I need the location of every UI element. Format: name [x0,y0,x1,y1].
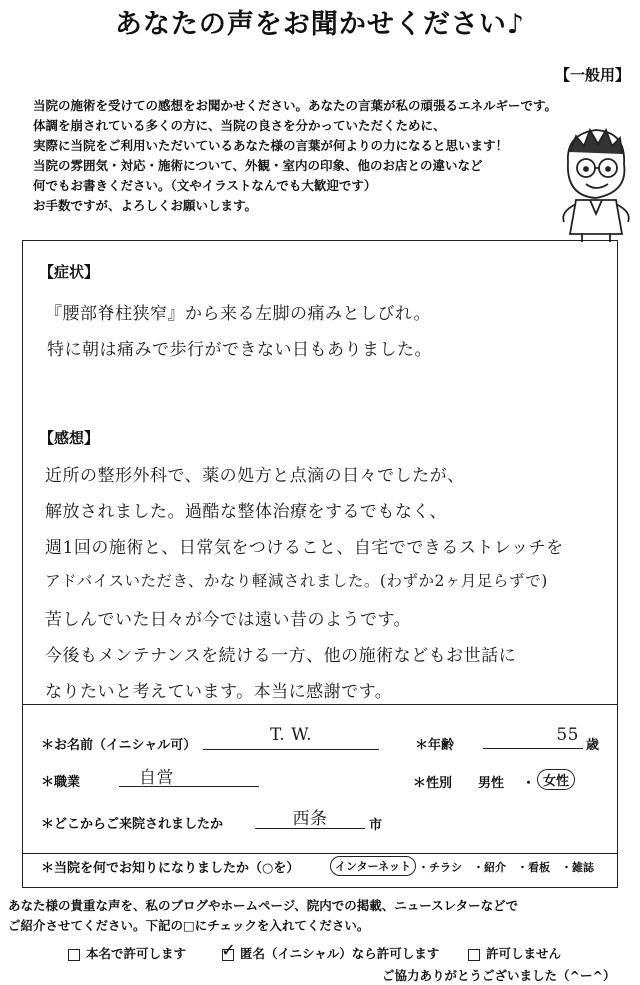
impressions-line: 今後もメンテナンスを続ける一方、他の施術などもお世話に [45,646,517,666]
symptoms-line: 『腰部脊柱狭窄』から来る左脚の痛みとしびれ。 [45,304,432,324]
impressions-line: 苦しんでいた日々が今では遠い昔のようです。 [45,610,412,630]
option-label: 許可しません [486,946,562,961]
name-field[interactable]: T. W. [203,725,379,750]
permission-real-name-option[interactable] [68,944,186,962]
from-unit: 市 [369,818,383,833]
impressions-line: なりたいと考えています。本当に感謝です。 [45,682,393,702]
symptoms-line: 特に朝は痛みで歩行ができない日もありました。 [47,340,432,360]
intro-line: 当院の雰囲気・対応・施術について、外観・室内の印象、他のお店との違いなど [33,158,483,173]
intro-text [33,96,593,216]
option-label: 匿名（イニシャル）なら許可します [240,946,440,961]
from-field[interactable]: 西条 [255,804,365,829]
impressions-line: アドバイスいただき、かなり軽減されました。(わずか2ヶ月足らずで) [45,572,548,590]
impressions-line: 解放されました。過酷な整体治療をするでもなく、 [45,502,447,522]
job-label: ＊職業 [41,775,81,790]
age-field[interactable]: 55 [483,725,583,749]
doctor-mascot-illustration [556,122,636,244]
divider [23,704,617,705]
intro-line: 実際に当院をご利用いただいているあなた様の言葉が何よりの力になると思います！ [33,138,509,153]
footer-line: ご紹介させてください。下記の□にチェックを入れてください。 [8,918,370,933]
source-internet-option-selected[interactable]: インターネット [330,856,416,876]
impressions-heading: 【感想】 [39,429,100,447]
source-label: ＊当院を何でお知りになりましたか（○を） [41,861,300,876]
intro-line: 何でもお書きください。（文やイラストなんでも大歓迎です） [33,178,377,193]
gender-male-option[interactable]: 男性 [478,776,505,791]
checkbox[interactable] [468,949,480,961]
permission-deny-option[interactable] [468,944,561,962]
name-label: ＊お名前（イニシャル可） [41,738,197,753]
page-title: あなたの声をお聞かせください♪ [114,9,526,40]
source-other-options: ・チラシ ・紹介 ・看板 ・雑誌 [418,861,594,874]
permission-anonymous-option[interactable] [221,939,440,962]
footer-line: あなた様の貴重な声を、私のブログやホームページ、院内での掲載、ニュースレターなどで [8,898,519,913]
option-label: 本名で許可します [86,946,187,961]
job-field[interactable]: 自営 [119,763,259,787]
gender-label: ＊性別 [413,776,453,791]
check-mark-icon: ✓ [221,939,237,961]
from-label: ＊どこからご来院されましたか [41,817,224,832]
intro-line: お手数ですが、よろしくお願いします。 [33,198,258,213]
age-label: ＊年齢 [415,738,455,753]
age-unit: 歳 [586,738,600,753]
impressions-line: 週1回の施術と、日常気をつけること、自宅でできるストレッチを [45,538,564,558]
thanks-text: ご協力ありがとうございました（^ー^） [382,968,616,983]
category-label: 【一般用】 [554,66,630,84]
checkbox-checked[interactable] [221,939,237,961]
intro-line: 当院の施術を受けての感想をお聞かせください。あなたの言葉が私の頑張るエネルギーです。 [33,98,558,113]
checkbox[interactable] [68,949,80,961]
divider [23,853,617,854]
intro-line: 体調を崩されている多くの方に、当院の良さを分かっていただくために、 [33,118,446,133]
gender-female-option-selected[interactable]: 女性 [537,769,575,790]
feedback-form [22,240,618,888]
gender-separator: ・ [522,776,536,791]
impressions-line: 近所の整形外科で、薬の処方と点滴の日々でしたが、 [45,466,465,486]
symptoms-heading: 【症状】 [39,263,100,281]
